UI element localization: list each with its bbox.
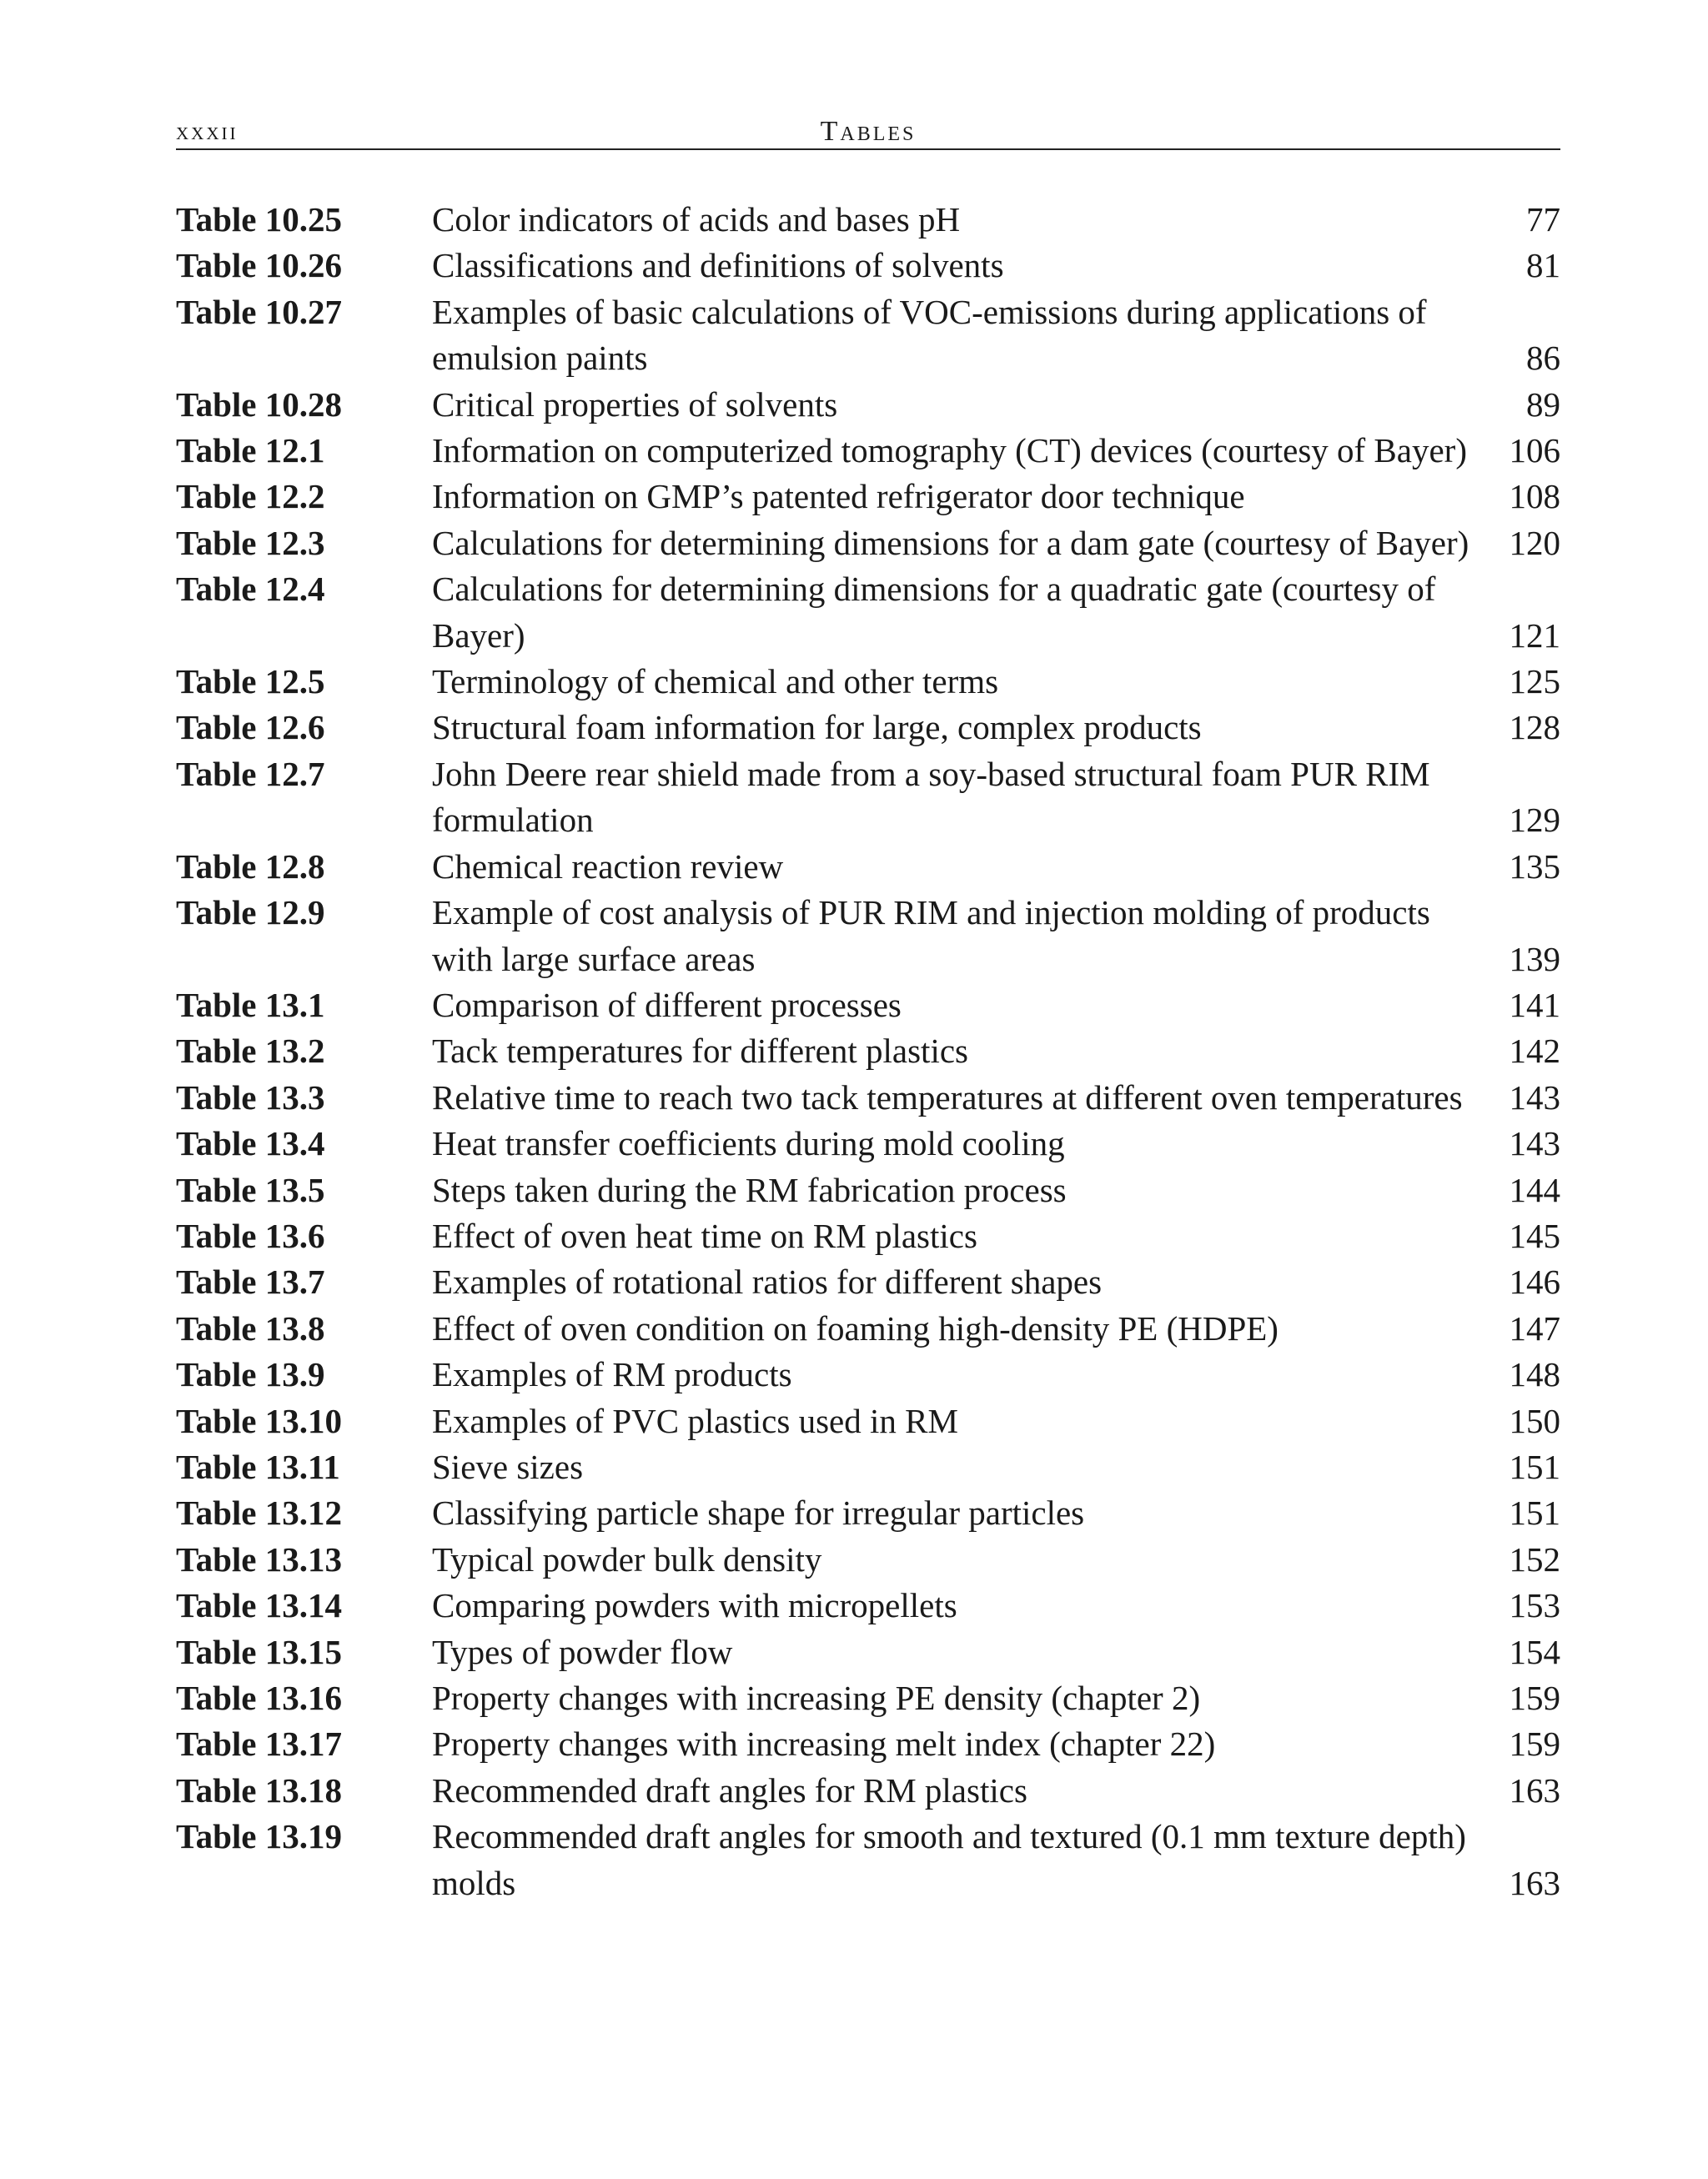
table-title: Comparison of different processes (432, 985, 902, 1024)
page-number: 142 (1509, 1032, 1560, 1071)
page-number: 141 (1509, 985, 1560, 1024)
table-title: Example of cost analysis of PUR RIM and injection molding of products with large surface areas (432, 893, 1430, 978)
page-folio: xxxii (176, 118, 239, 145)
page-number: 139 (1509, 939, 1560, 978)
running-head (176, 115, 1560, 150)
toc-entry (176, 844, 1560, 890)
table-title: Classifying particle shape for irregular particles (432, 1494, 1085, 1533)
page-number: 151 (1509, 1447, 1560, 1486)
page-number: 148 (1509, 1355, 1560, 1394)
page-number: 159 (1509, 1679, 1560, 1717)
toc-entry (176, 1352, 1560, 1398)
table-title: Property changes with increasing PE density (chapter 2) (432, 1679, 1201, 1717)
toc-entry (176, 243, 1560, 289)
page-number: 163 (1509, 1863, 1560, 1902)
table-number: Table 13.13 (176, 1539, 342, 1579)
table-number: Table 12.4 (176, 570, 325, 609)
table-number: Table 13.8 (176, 1308, 325, 1348)
page-number: 135 (1509, 846, 1560, 886)
table-title: Comparing powders with micropellets (432, 1586, 957, 1625)
table-number: Table 13.2 (176, 1032, 325, 1071)
table-title: Types of powder flow (432, 1632, 733, 1671)
table-title: Calculations for determining dimensions for a dam gate (courtesy of Bayer) (432, 523, 1469, 562)
table-number: Table 13.17 (176, 1725, 342, 1764)
page-number: 106 (1509, 431, 1560, 470)
page-number: 86 (1526, 339, 1560, 378)
table-title: John Deere rear shield made from a soy-based structural foam PUR RIM formulation (432, 754, 1430, 840)
table-title: Information on GMP’s patented refrigerator door technique (432, 477, 1245, 516)
table-title: Recommended draft angles for smooth and textured (0.1 mm texture depth) molds (432, 1817, 1466, 1902)
toc-entry (176, 474, 1560, 520)
table-title: Examples of PVC plastics used in RM (432, 1401, 958, 1440)
table-number: Table 13.6 (176, 1216, 325, 1255)
toc-entry (176, 1583, 1560, 1629)
toc-entry (176, 1629, 1560, 1675)
page-number: 154 (1509, 1632, 1560, 1671)
table-number: Table 10.26 (176, 246, 342, 285)
table-number: Table 12.8 (176, 846, 325, 886)
toc-entry (176, 1398, 1560, 1444)
toc-entry (176, 428, 1560, 474)
toc-entry (176, 1721, 1560, 1767)
table-title: Heat transfer coefficients during mold cooling (432, 1124, 1065, 1163)
table-title: Classifications and definitions of solvents (432, 246, 1004, 285)
page-number: 129 (1509, 801, 1560, 840)
table-number: Table 13.7 (176, 1263, 325, 1302)
toc-entry (176, 197, 1560, 243)
table-title: Terminology of chemical and other terms (432, 662, 999, 701)
table-number: Table 12.7 (176, 754, 325, 793)
page-number: 146 (1509, 1263, 1560, 1302)
table-number: Table 13.9 (176, 1355, 325, 1394)
table-title: Typical powder bulk density (432, 1539, 822, 1579)
page-number: 163 (1509, 1770, 1560, 1810)
table-number: Table 13.4 (176, 1124, 325, 1163)
toc-entry (176, 1259, 1560, 1305)
table-number: Table 13.16 (176, 1679, 342, 1717)
table-number: Table 10.25 (176, 200, 342, 238)
table-number: Table 13.18 (176, 1770, 342, 1810)
table-title: Chemical reaction review (432, 846, 784, 886)
page-number: 144 (1509, 1170, 1560, 1209)
table-title: Relative time to reach two tack temperatures at different oven temperatures (432, 1077, 1463, 1117)
table-number: Table 13.5 (176, 1170, 325, 1209)
toc-entry (176, 890, 1560, 982)
page-number: 152 (1509, 1539, 1560, 1579)
table-number: Table 13.12 (176, 1494, 342, 1533)
table-title: Examples of basic calculations of VOC-emissions during applications of emulsion paints (432, 292, 1427, 378)
toc-entry (176, 1814, 1560, 1906)
toc-entry (176, 520, 1560, 566)
page-number: 128 (1509, 708, 1560, 747)
table-number: Table 13.10 (176, 1401, 342, 1440)
table-number: Table 12.3 (176, 523, 325, 562)
running-head-title: Tables (820, 116, 917, 147)
toc-entry (176, 289, 1560, 382)
toc-entry (176, 566, 1560, 659)
table-list (176, 197, 1560, 1906)
toc-entry (176, 751, 1560, 844)
table-title: Steps taken during the RM fabrication process (432, 1170, 1067, 1209)
table-number: Table 13.14 (176, 1586, 342, 1625)
toc-entry (176, 382, 1560, 428)
toc-entry (176, 705, 1560, 751)
table-title: Sieve sizes (432, 1447, 584, 1486)
table-number: Table 10.28 (176, 384, 342, 424)
table-number: Table 12.6 (176, 708, 325, 747)
toc-entry (176, 1768, 1560, 1814)
page-number: 159 (1509, 1725, 1560, 1764)
toc-entry (176, 1028, 1560, 1074)
page-number: 153 (1509, 1586, 1560, 1625)
table-title: Tack temperatures for different plastics (432, 1032, 968, 1071)
table-title: Property changes with increasing melt index (chapter 22) (432, 1725, 1216, 1764)
page-number: 143 (1509, 1124, 1560, 1163)
table-title: Color indicators of acids and bases pH (432, 200, 961, 238)
table-number: Table 12.1 (176, 431, 325, 470)
table-number: Table 13.1 (176, 985, 325, 1024)
toc-entry (176, 1075, 1560, 1121)
table-title: Examples of RM products (432, 1355, 792, 1394)
toc-entry (176, 659, 1560, 705)
toc-entry (176, 982, 1560, 1028)
page-number: 150 (1509, 1401, 1560, 1440)
page-number: 121 (1509, 615, 1560, 655)
page-number: 120 (1509, 523, 1560, 562)
toc-entry (176, 1675, 1560, 1721)
page-number: 147 (1509, 1308, 1560, 1348)
page-number: 151 (1509, 1494, 1560, 1533)
table-number: Table 13.3 (176, 1077, 325, 1117)
table-title: Effect of oven heat time on RM plastics (432, 1216, 977, 1255)
page-number: 143 (1509, 1077, 1560, 1117)
table-title: Information on computerized tomography (CT) devices (courtesy of Bayer) (432, 431, 1467, 470)
toc-entry (176, 1121, 1560, 1167)
table-title: Effect of oven condition on foaming high-density PE (HDPE) (432, 1308, 1278, 1348)
table-number: Table 13.15 (176, 1632, 342, 1671)
table-title: Calculations for determining dimensions for a quadratic gate (courtesy of Bayer) (432, 570, 1436, 655)
toc-entry (176, 1213, 1560, 1259)
toc-entry (176, 1306, 1560, 1352)
table-number: Table 12.2 (176, 477, 325, 516)
table-title: Recommended draft angles for RM plastics (432, 1770, 1027, 1810)
table-number: Table 13.11 (176, 1447, 340, 1486)
table-title: Structural foam information for large, complex products (432, 708, 1202, 747)
toc-entry (176, 1537, 1560, 1583)
table-number: Table 12.5 (176, 662, 325, 701)
table-number: Table 10.27 (176, 292, 342, 331)
toc-entry (176, 1444, 1560, 1490)
page-number: 125 (1509, 662, 1560, 701)
toc-entry (176, 1167, 1560, 1213)
page-number: 77 (1526, 200, 1560, 238)
page-number: 89 (1526, 384, 1560, 424)
table-title: Examples of rotational ratios for different shapes (432, 1263, 1103, 1302)
table-title: Critical properties of solvents (432, 384, 838, 424)
toc-entry (176, 1490, 1560, 1536)
page-number: 108 (1509, 477, 1560, 516)
table-number: Table 12.9 (176, 893, 325, 932)
page-number: 81 (1526, 246, 1560, 285)
table-number: Table 13.19 (176, 1817, 342, 1856)
page-number: 145 (1509, 1216, 1560, 1255)
